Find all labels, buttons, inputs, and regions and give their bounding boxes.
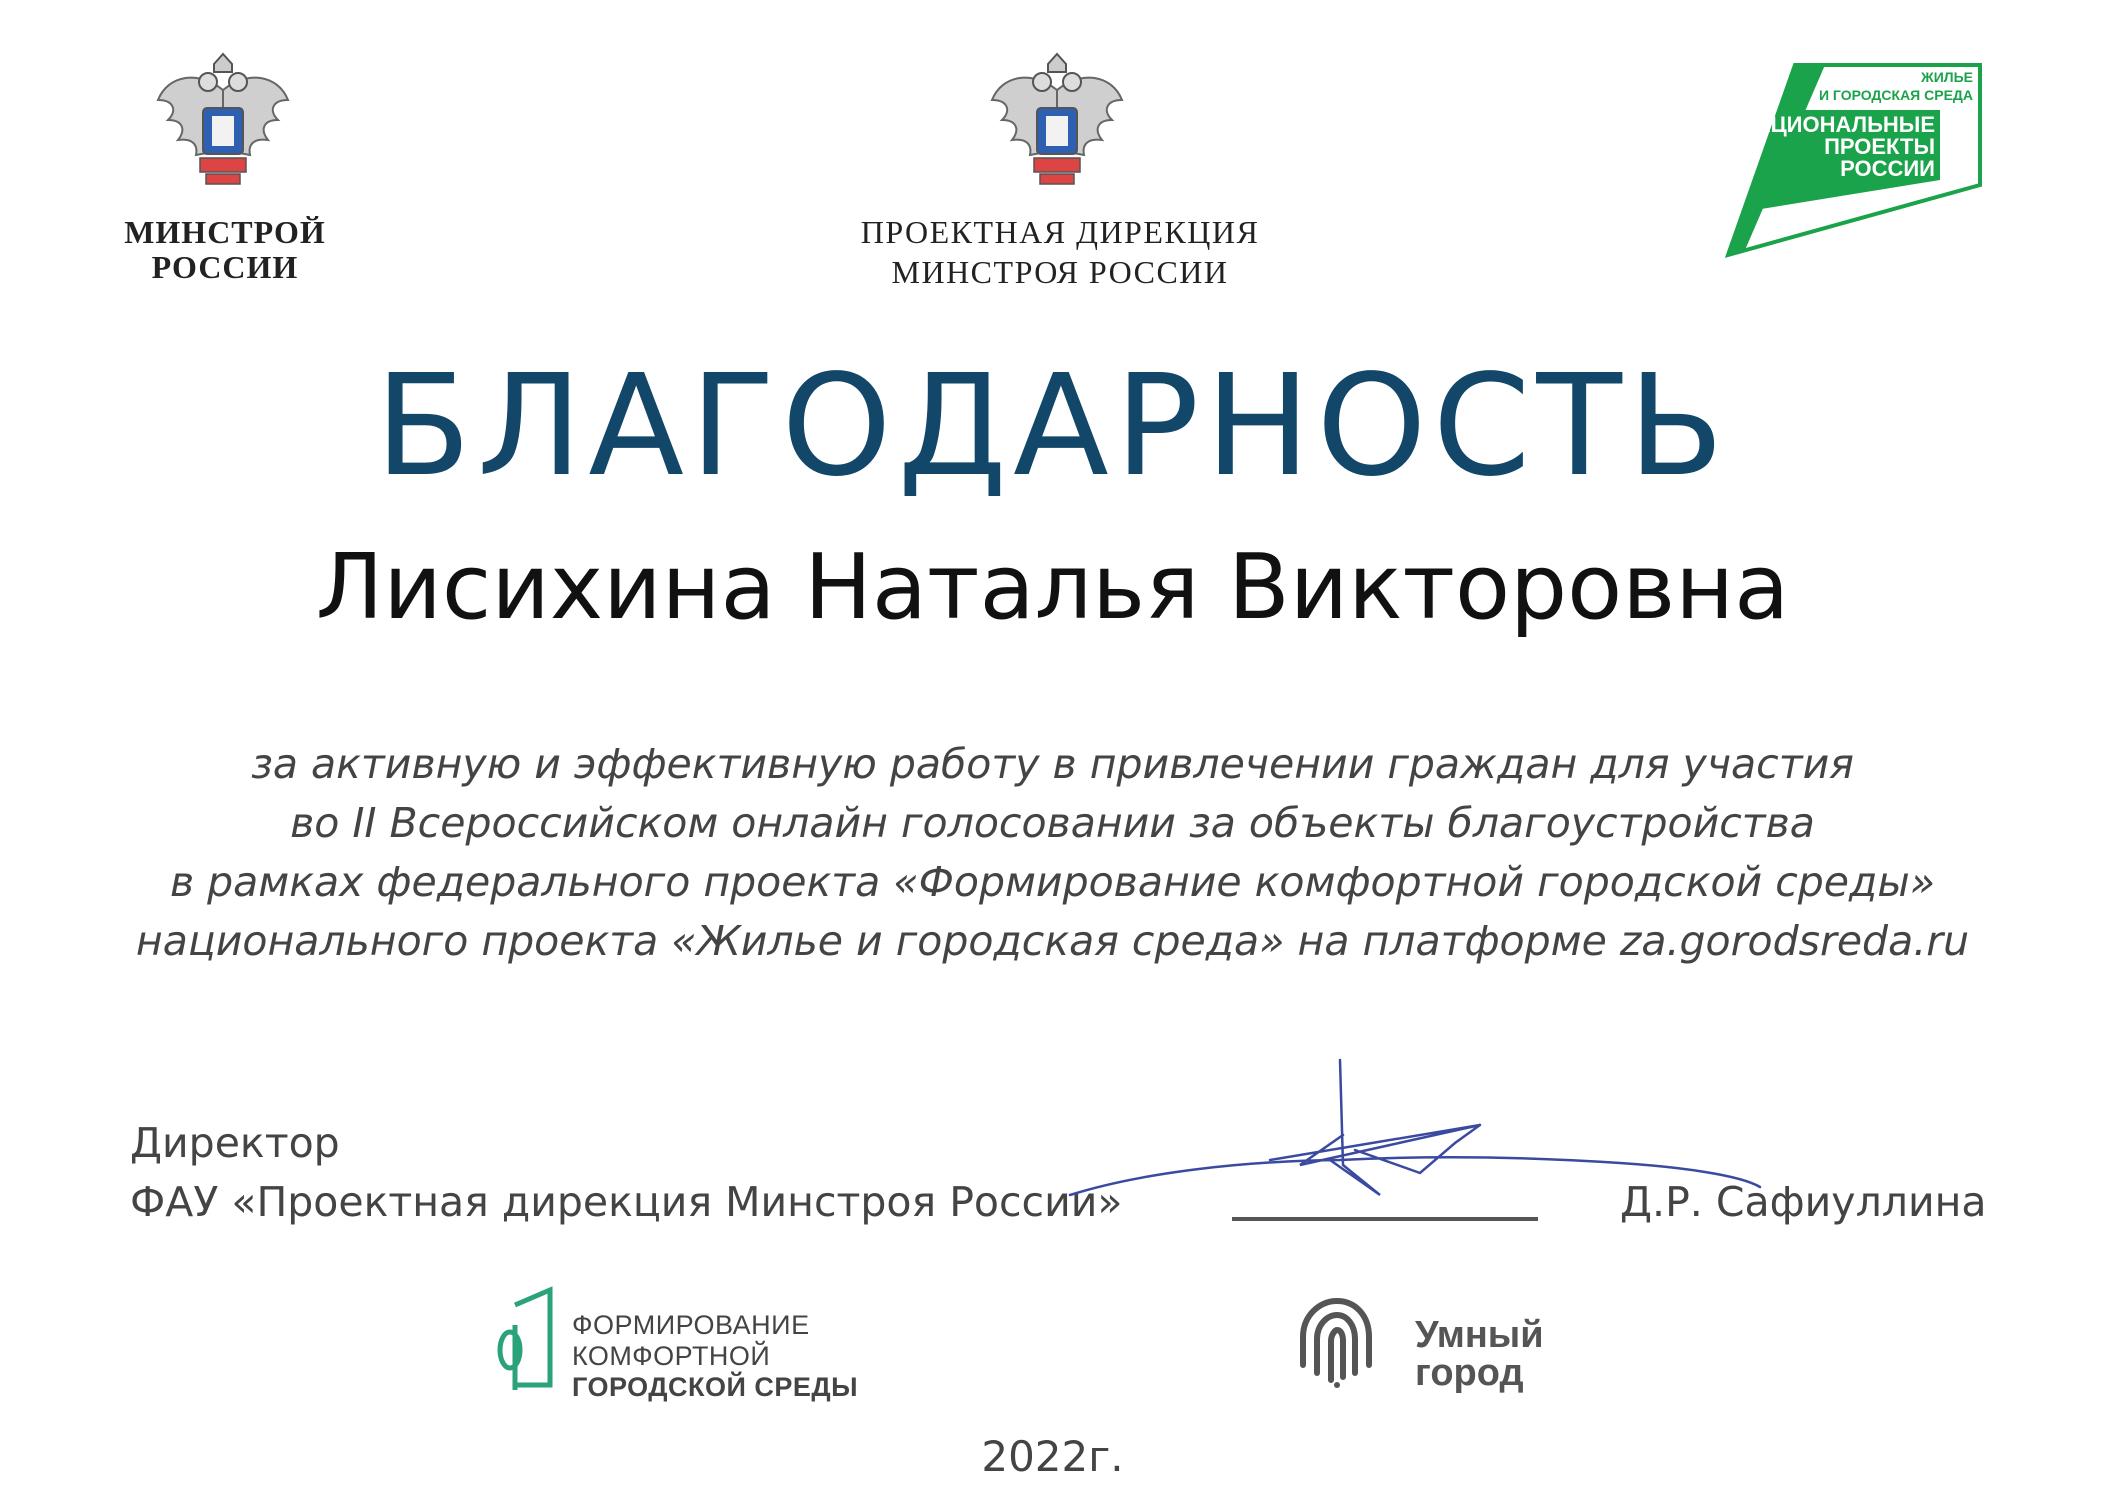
national-projects-logo bbox=[1725, 60, 1995, 260]
reason-line: за активную и эффективную работу в привлечении граждан для участия bbox=[251, 740, 1854, 788]
np-big-line2: ПРОЕКТЫ bbox=[1824, 134, 1935, 159]
direction-name-line1: ПРОЕКТНАЯ ДИРЕКЦИЯ bbox=[860, 214, 1260, 250]
smart-line2: город bbox=[1415, 1352, 1524, 1394]
comfort-line3: ГОРОДСКОЙ СРЕДЫ bbox=[572, 1372, 859, 1402]
fingerprint-icon bbox=[1295, 1295, 1375, 1390]
ministry-name-line2: РОССИИ bbox=[151, 248, 299, 285]
signer-position-line1: Директор bbox=[130, 1119, 340, 1167]
reason-line: национального проекта «Жилье и городская среда» на платформе za.gorodsreda.ru bbox=[135, 917, 1970, 965]
direction-name-line2: МИНСТРОЯ РОССИИ bbox=[891, 254, 1229, 290]
coat-of-arms-icon bbox=[148, 50, 298, 200]
comfort-line2: КОМФОРТНОЙ bbox=[572, 1341, 771, 1371]
handwritten-signature bbox=[1060, 1055, 1780, 1205]
np-big-line3: РОССИИ bbox=[1840, 156, 1935, 181]
coat-of-arms-icon bbox=[982, 50, 1132, 200]
np-small-line1: ЖИЛЬЕ bbox=[1921, 69, 1973, 85]
np-small-line2: И ГОРОДСКАЯ СРЕДА bbox=[1818, 87, 1973, 103]
ministry-name-line1: МИНСТРОЙ bbox=[124, 214, 326, 250]
signature-line bbox=[1232, 1217, 1538, 1221]
reason-line: во II Всероссийском онлайн голосовании за объекты благоустройства bbox=[290, 799, 1815, 847]
certificate-year: 2022г. bbox=[981, 1432, 1124, 1481]
certificate-title: БЛАГОДАРНОСТЬ bbox=[374, 345, 1731, 508]
recipient-name: Лисихина Наталья Викторовна bbox=[315, 535, 1790, 640]
signer-position bbox=[130, 1114, 1122, 1232]
smart-city-text bbox=[1415, 1316, 1544, 1392]
signer-position-line2: ФАУ «Проектная дирекция Минстроя России» bbox=[130, 1178, 1123, 1226]
comfort-city-text bbox=[572, 1310, 858, 1403]
np-big-line1: НАЦИОНАЛЬНЫЕ bbox=[1738, 112, 1935, 137]
reason-line: в рамках федерального проекта «Формирование комфортной городской среды» bbox=[169, 858, 1936, 906]
signer-name: Д.Р. Сафиуллина bbox=[1620, 1178, 1987, 1226]
reason-text bbox=[80, 735, 2025, 971]
smart-line1: Умный bbox=[1415, 1314, 1544, 1356]
comfort-line1: ФОРМИРОВАНИЕ bbox=[572, 1310, 810, 1340]
comfort-city-logo bbox=[495, 1285, 557, 1395]
